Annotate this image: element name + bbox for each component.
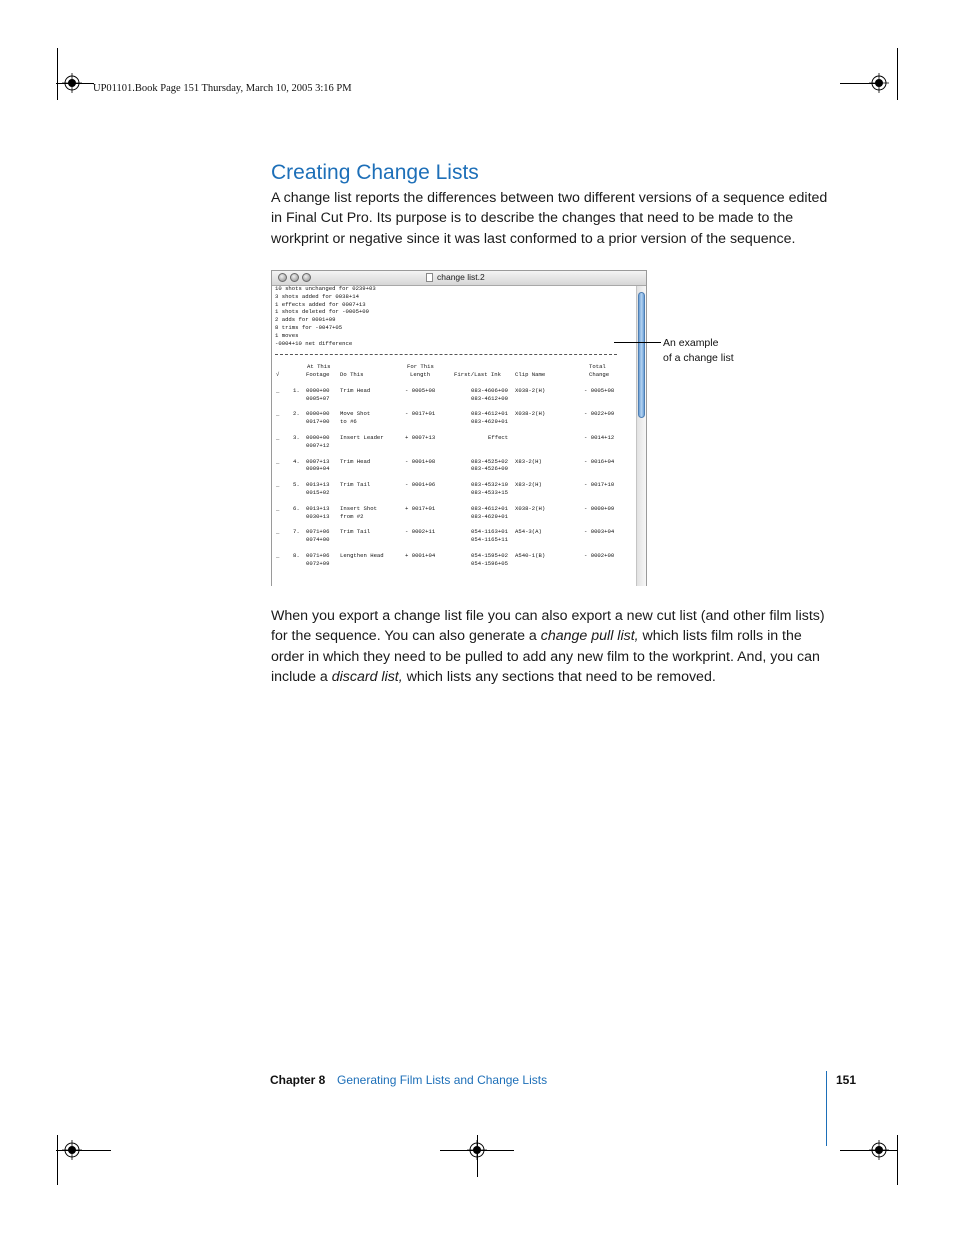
header-first-last-ink: First/Last Ink [454, 371, 501, 379]
table-cell-foot2: 0005+07 [306, 394, 330, 402]
table-cell-do2: to #6 [340, 418, 357, 426]
table-cell-mark: _ [276, 434, 280, 442]
table-cell-mark: _ [276, 481, 280, 489]
print-slug: UP01101.Book Page 151 Thursday, March 10, 2005 3:16 PM [93, 83, 352, 94]
table-cell-ink2: 083-4629+01 [471, 512, 508, 520]
table-cell-clip1: X038-2(H) [515, 410, 546, 418]
table-cell-num: 3. [293, 434, 300, 442]
footer-chapter-label: Chapter 8 [270, 1073, 326, 1087]
table-cell-clip1: X038-2(H) [515, 504, 546, 512]
zoom-button[interactable] [302, 273, 311, 282]
summary-line: 10 shots unchanged for 0239+03 [275, 285, 376, 292]
header-length: Length [410, 371, 431, 379]
footer-rule [826, 1071, 827, 1146]
minimize-button[interactable] [290, 273, 299, 282]
change-table [275, 363, 635, 583]
table-cell-foot1: 0000+00 [306, 386, 330, 394]
table-cell-foot1: 0013+13 [306, 504, 330, 512]
table-cell-do1: Insert Shot [340, 504, 377, 512]
table-cell-mark: _ [276, 410, 280, 418]
table-cell-do1: Trim Head [340, 386, 371, 394]
header-check: √ [276, 371, 280, 379]
export-text-2: which lists film rolls in the order in which they need to be pulled to add any new film to the workprint. And, you can include a [271, 628, 820, 685]
table-cell-clip1: X83-2(H) [515, 457, 542, 465]
summary-line: 1 shots deleted for -0005+09 [275, 308, 369, 316]
table-cell-do1: Move Shot [340, 410, 371, 418]
header-footage: Footage [306, 371, 330, 379]
table-cell-num: 4. [293, 457, 300, 465]
export-text-1: When you export a change list file you can also export a new cut list (and other film lists) for the sequence. You can also generate a [271, 608, 825, 645]
table-cell-ink2: 083-4612+00 [471, 394, 508, 402]
table-cell-num: 2. [293, 410, 300, 418]
table-cell-foot2: 0072+09 [306, 559, 330, 567]
window-title: change list.2 [437, 272, 485, 282]
table-cell-total: - 0003+04 [584, 528, 615, 536]
table-cell-num: 5. [293, 481, 300, 489]
table-cell-total: - 0014+12 [584, 434, 615, 442]
table-cell-num: 8. [293, 552, 300, 560]
table-cell-ink2: 083-4533+15 [471, 489, 508, 497]
window-title-bar[interactable] [272, 271, 646, 286]
table-cell-do2: from #2 [340, 512, 364, 520]
table-cell-foot1: 0000+00 [306, 410, 330, 418]
table-cell-ink2: 083-4526+09 [471, 465, 508, 473]
intro-paragraph: A change list reports the differences between two different versions of a sequence edited in Final Cut Pro. Its purpose is to describe the changes that need to be made to the workprint or negative since it was last conformed to a prior version of the sequence. [271, 190, 828, 247]
vertical-scrollbar[interactable] [636, 286, 646, 586]
summary-line: 3 shots added for 0038+14 [275, 292, 359, 300]
table-cell-mark: _ [276, 528, 280, 536]
table-cell-total: - 0005+08 [584, 386, 615, 394]
export-paragraph [271, 606, 831, 687]
table-cell-mark: _ [276, 504, 280, 512]
table-cell-foot2: 0009+04 [306, 465, 330, 473]
table-cell-foot1: 0071+06 [306, 528, 330, 536]
callout-line-2: of a change list [663, 352, 734, 364]
summary-line: 8 trims for -0047+05 [275, 323, 343, 331]
document-icon [426, 273, 433, 282]
table-cell-total: - 0017+10 [584, 481, 615, 489]
header-total: Total [589, 363, 606, 371]
table-cell-ink2: 054-1165+11 [471, 536, 508, 544]
table-cell-clip1: X038-2(H) [515, 386, 546, 394]
table-cell-len: - 0001+06 [405, 481, 436, 489]
table-cell-len: + 0007+13 [405, 434, 436, 442]
section-heading: Creating Change Lists [271, 161, 479, 184]
table-cell-ink1: 054-1163+01 [471, 528, 508, 536]
table-cell-total: - 0022+09 [584, 410, 615, 418]
term-change-pull-list: change pull list, [540, 628, 639, 645]
table-cell-do1: Trim Tail [340, 528, 371, 536]
registration-mark-icon [467, 1140, 487, 1160]
table-cell-do1: Trim Head [340, 457, 371, 465]
close-button[interactable] [278, 273, 287, 282]
table-cell-clip1: X83-2(H) [515, 481, 542, 489]
table-cell-len: + 0001+04 [405, 552, 436, 560]
table-cell-foot2: 0017+00 [306, 418, 330, 426]
table-cell-len: - 0002+11 [405, 528, 436, 536]
header-change: Change [589, 371, 610, 379]
table-cell-ink1: Effect [488, 434, 509, 442]
table-cell-num: 1. [293, 386, 300, 394]
registration-mark-icon [869, 1140, 889, 1160]
header-at-this: At This [307, 363, 331, 371]
table-cell-clip1: A54-3(A) [515, 528, 542, 536]
table-cell-ink1: 054-1595+02 [471, 552, 508, 560]
summary-line: 2 adds for 0001+09 [275, 316, 336, 324]
term-discard-list: discard list, [331, 668, 403, 685]
header-for-this: For This [407, 363, 434, 371]
table-cell-foot2: 0030+13 [306, 512, 330, 520]
table-cell-num: 7. [293, 528, 300, 536]
summary-block [275, 285, 635, 347]
table-cell-mark: _ [276, 552, 280, 560]
table-cell-total: - 0000+09 [584, 504, 615, 512]
change-list-window [271, 270, 647, 586]
table-cell-len: - 0001+08 [405, 457, 436, 465]
table-cell-ink2: 083-4629+01 [471, 418, 508, 426]
table-cell-do1: Trim Tail [340, 481, 371, 489]
summary-line: -0004+10 net difference [275, 339, 353, 347]
table-cell-foot2: 0007+12 [306, 441, 330, 449]
callout-line-1: An example [663, 337, 719, 349]
table-cell-foot1: 0071+06 [306, 552, 330, 560]
summary-line: 1 effects added for 0007+13 [275, 300, 366, 308]
summary-line: 1 moves [275, 331, 299, 339]
table-cell-ink1: 083-4612+01 [471, 410, 508, 418]
table-cell-total: - 0002+00 [584, 552, 615, 560]
table-cell-foot2: 0015+02 [306, 489, 330, 497]
table-cell-foot2: 0074+00 [306, 536, 330, 544]
table-cell-len: - 0005+08 [405, 386, 436, 394]
table-cell-ink1: 083-4525+02 [471, 457, 508, 465]
footer-chapter-title: Generating Film Lists and Change Lists [337, 1073, 548, 1087]
registration-mark-icon [62, 73, 82, 93]
table-cell-mark: _ [276, 386, 280, 394]
table-cell-mark: _ [276, 457, 280, 465]
page-number: 151 [836, 1073, 857, 1087]
figure-callout [663, 336, 734, 366]
header-clip-name: Clip Name [515, 371, 546, 379]
table-cell-len: - 0017+01 [405, 410, 436, 418]
table-cell-do1: Lengthen Head [340, 552, 384, 560]
table-cell-num: 6. [293, 504, 300, 512]
table-cell-foot1: 0013+13 [306, 481, 330, 489]
table-cell-ink1: 083-4532+10 [471, 481, 508, 489]
table-cell-foot1: 0007+13 [306, 457, 330, 465]
registration-mark-icon [869, 73, 889, 93]
table-cell-do1: Insert Leader [340, 434, 384, 442]
table-cell-clip1: A540-1(B) [515, 552, 546, 560]
table-cell-ink2: 054-1596+05 [471, 559, 508, 567]
table-cell-ink1: 083-4612+01 [471, 504, 508, 512]
export-text-3: which lists any sections that need to be removed. [402, 668, 716, 685]
scroll-thumb[interactable] [638, 292, 645, 418]
registration-mark-icon [62, 1140, 82, 1160]
table-cell-total: - 0016+04 [584, 457, 615, 465]
callout-leader-line [614, 342, 661, 343]
table-cell-len: + 0017+01 [405, 504, 436, 512]
header-do-this: Do This [340, 371, 364, 379]
divider [275, 354, 617, 355]
table-cell-ink1: 083-4606+09 [471, 386, 508, 394]
table-cell-foot1: 0000+00 [306, 434, 330, 442]
change-list-text [275, 285, 635, 583]
